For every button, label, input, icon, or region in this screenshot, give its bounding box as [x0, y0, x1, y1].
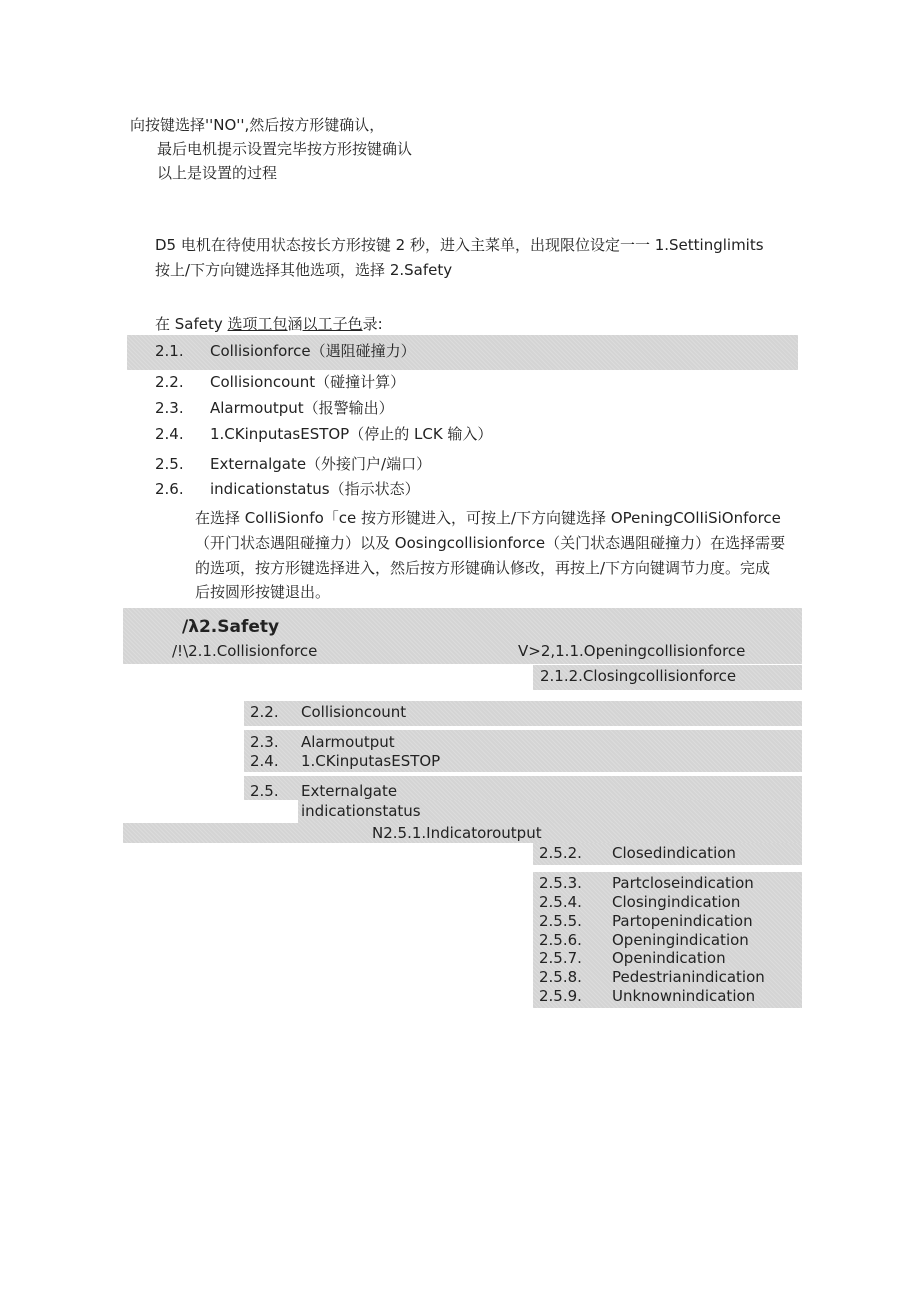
sub-num: 2.5.9.	[539, 987, 582, 1005]
opening-force-label: V>2,1.1.Openingcollisionforce	[518, 642, 746, 660]
item-num: 2.5.	[250, 782, 279, 800]
option-label: 1.CKinputasESTOP（停止的 LCK 输入）	[210, 425, 493, 443]
sub-label: Partcloseindication	[612, 874, 754, 892]
description-line-2: （开门状态遇阻碰撞力）以及 Oosingcollisionforce（关门状态遇阻碰撞力）在选择需要	[195, 534, 786, 552]
sub-num: 2.5.6.	[539, 931, 582, 949]
item-label: Alarmoutput	[301, 733, 395, 751]
intro-line-3: 以上是设置的过程	[157, 164, 278, 182]
diagram-title: /λ2.Safety	[182, 617, 280, 637]
safety-intro-mid: 涵	[287, 315, 303, 333]
item-num: 2.3.	[250, 733, 279, 751]
safety-intro-underline-1: 选项工包	[227, 315, 288, 333]
item-label: Externalgate	[301, 782, 398, 800]
sub-num: 2.5.5.	[539, 912, 582, 930]
closing-force-label: 2.1.2.Closingcollisionforce	[540, 667, 737, 685]
safety-intro-suffix: 录:	[362, 315, 383, 333]
option-num: 2.1.	[155, 342, 184, 360]
item-label: 1.CKinputasESTOP	[301, 752, 441, 770]
intro-line-2: 最后电机提示设置完毕按方形按键确认	[157, 140, 413, 158]
sub-label: Closingindication	[612, 893, 741, 911]
option-num: 2.6.	[155, 480, 184, 498]
option-label: Collisionforce（遇阻碰撞力）	[210, 342, 416, 360]
description-line-1: 在选择 ColliSionfo「ce 按方形键进入，可按上/下方向键选择 OPeningCOlIiSiOnforce	[195, 509, 781, 527]
description-line-4: 后按圆形按键退出。	[195, 583, 331, 601]
sub-label: Closedindication	[612, 844, 736, 862]
sub-label: Openingindication	[612, 931, 749, 949]
sub-num: 2.5.2.	[539, 844, 582, 862]
sub-num: 2.5.7.	[539, 949, 582, 967]
option-num: 2.5.	[155, 455, 184, 473]
d5-line-2: 按上/下方向键选择其他选项，选择 2.Safety	[155, 261, 453, 279]
safety-intro	[155, 314, 383, 334]
sub-label: Pedestrianindication	[612, 968, 765, 986]
description-line-3: 的选项，按方形键选择进入，然后按方形键确认修改，再按上/下方向键调节力度。完成	[195, 559, 771, 577]
sub-label: Openindication	[612, 949, 726, 967]
option-label: indicationstatus（指示状态）	[210, 480, 420, 498]
d5-line-1: D5 电机在待使用状态按长方形按键 2 秒，进入主菜单，出现限位设定一一 1.Settinglimits	[155, 236, 764, 254]
sub-num: 2.5.3.	[539, 874, 582, 892]
option-label: Alarmoutput（报警输出）	[210, 399, 394, 417]
option-label: Externalgate（外接门户/端口）	[210, 455, 432, 473]
collision-force-label: /!\2.1.Collisionforce	[172, 642, 318, 660]
safety-intro-prefix: 在 Safety	[155, 315, 228, 333]
item-num: 2.2.	[250, 703, 279, 721]
sub-label: Unknownindication	[612, 987, 756, 1005]
intro-line-1: 向按键选择''NO'',然后按方形键确认，	[130, 116, 385, 134]
item-num: 2.4.	[250, 752, 279, 770]
option-num: 2.3.	[155, 399, 184, 417]
option-num: 2.4.	[155, 425, 184, 443]
sub-num: 2.5.8.	[539, 968, 582, 986]
option-label: Collisioncount（碰撞计算）	[210, 373, 406, 391]
sub-num: 2.5.4.	[539, 893, 582, 911]
item-label: Collisioncount	[301, 703, 407, 721]
indication-status-label: indicationstatus	[301, 802, 421, 820]
safety-intro-underline-2: 以工子色	[302, 315, 363, 333]
option-num: 2.2.	[155, 373, 184, 391]
indicator-output-label: N2.5.1.Indicatoroutput	[372, 824, 542, 842]
sub-label: Partopenindication	[612, 912, 753, 930]
